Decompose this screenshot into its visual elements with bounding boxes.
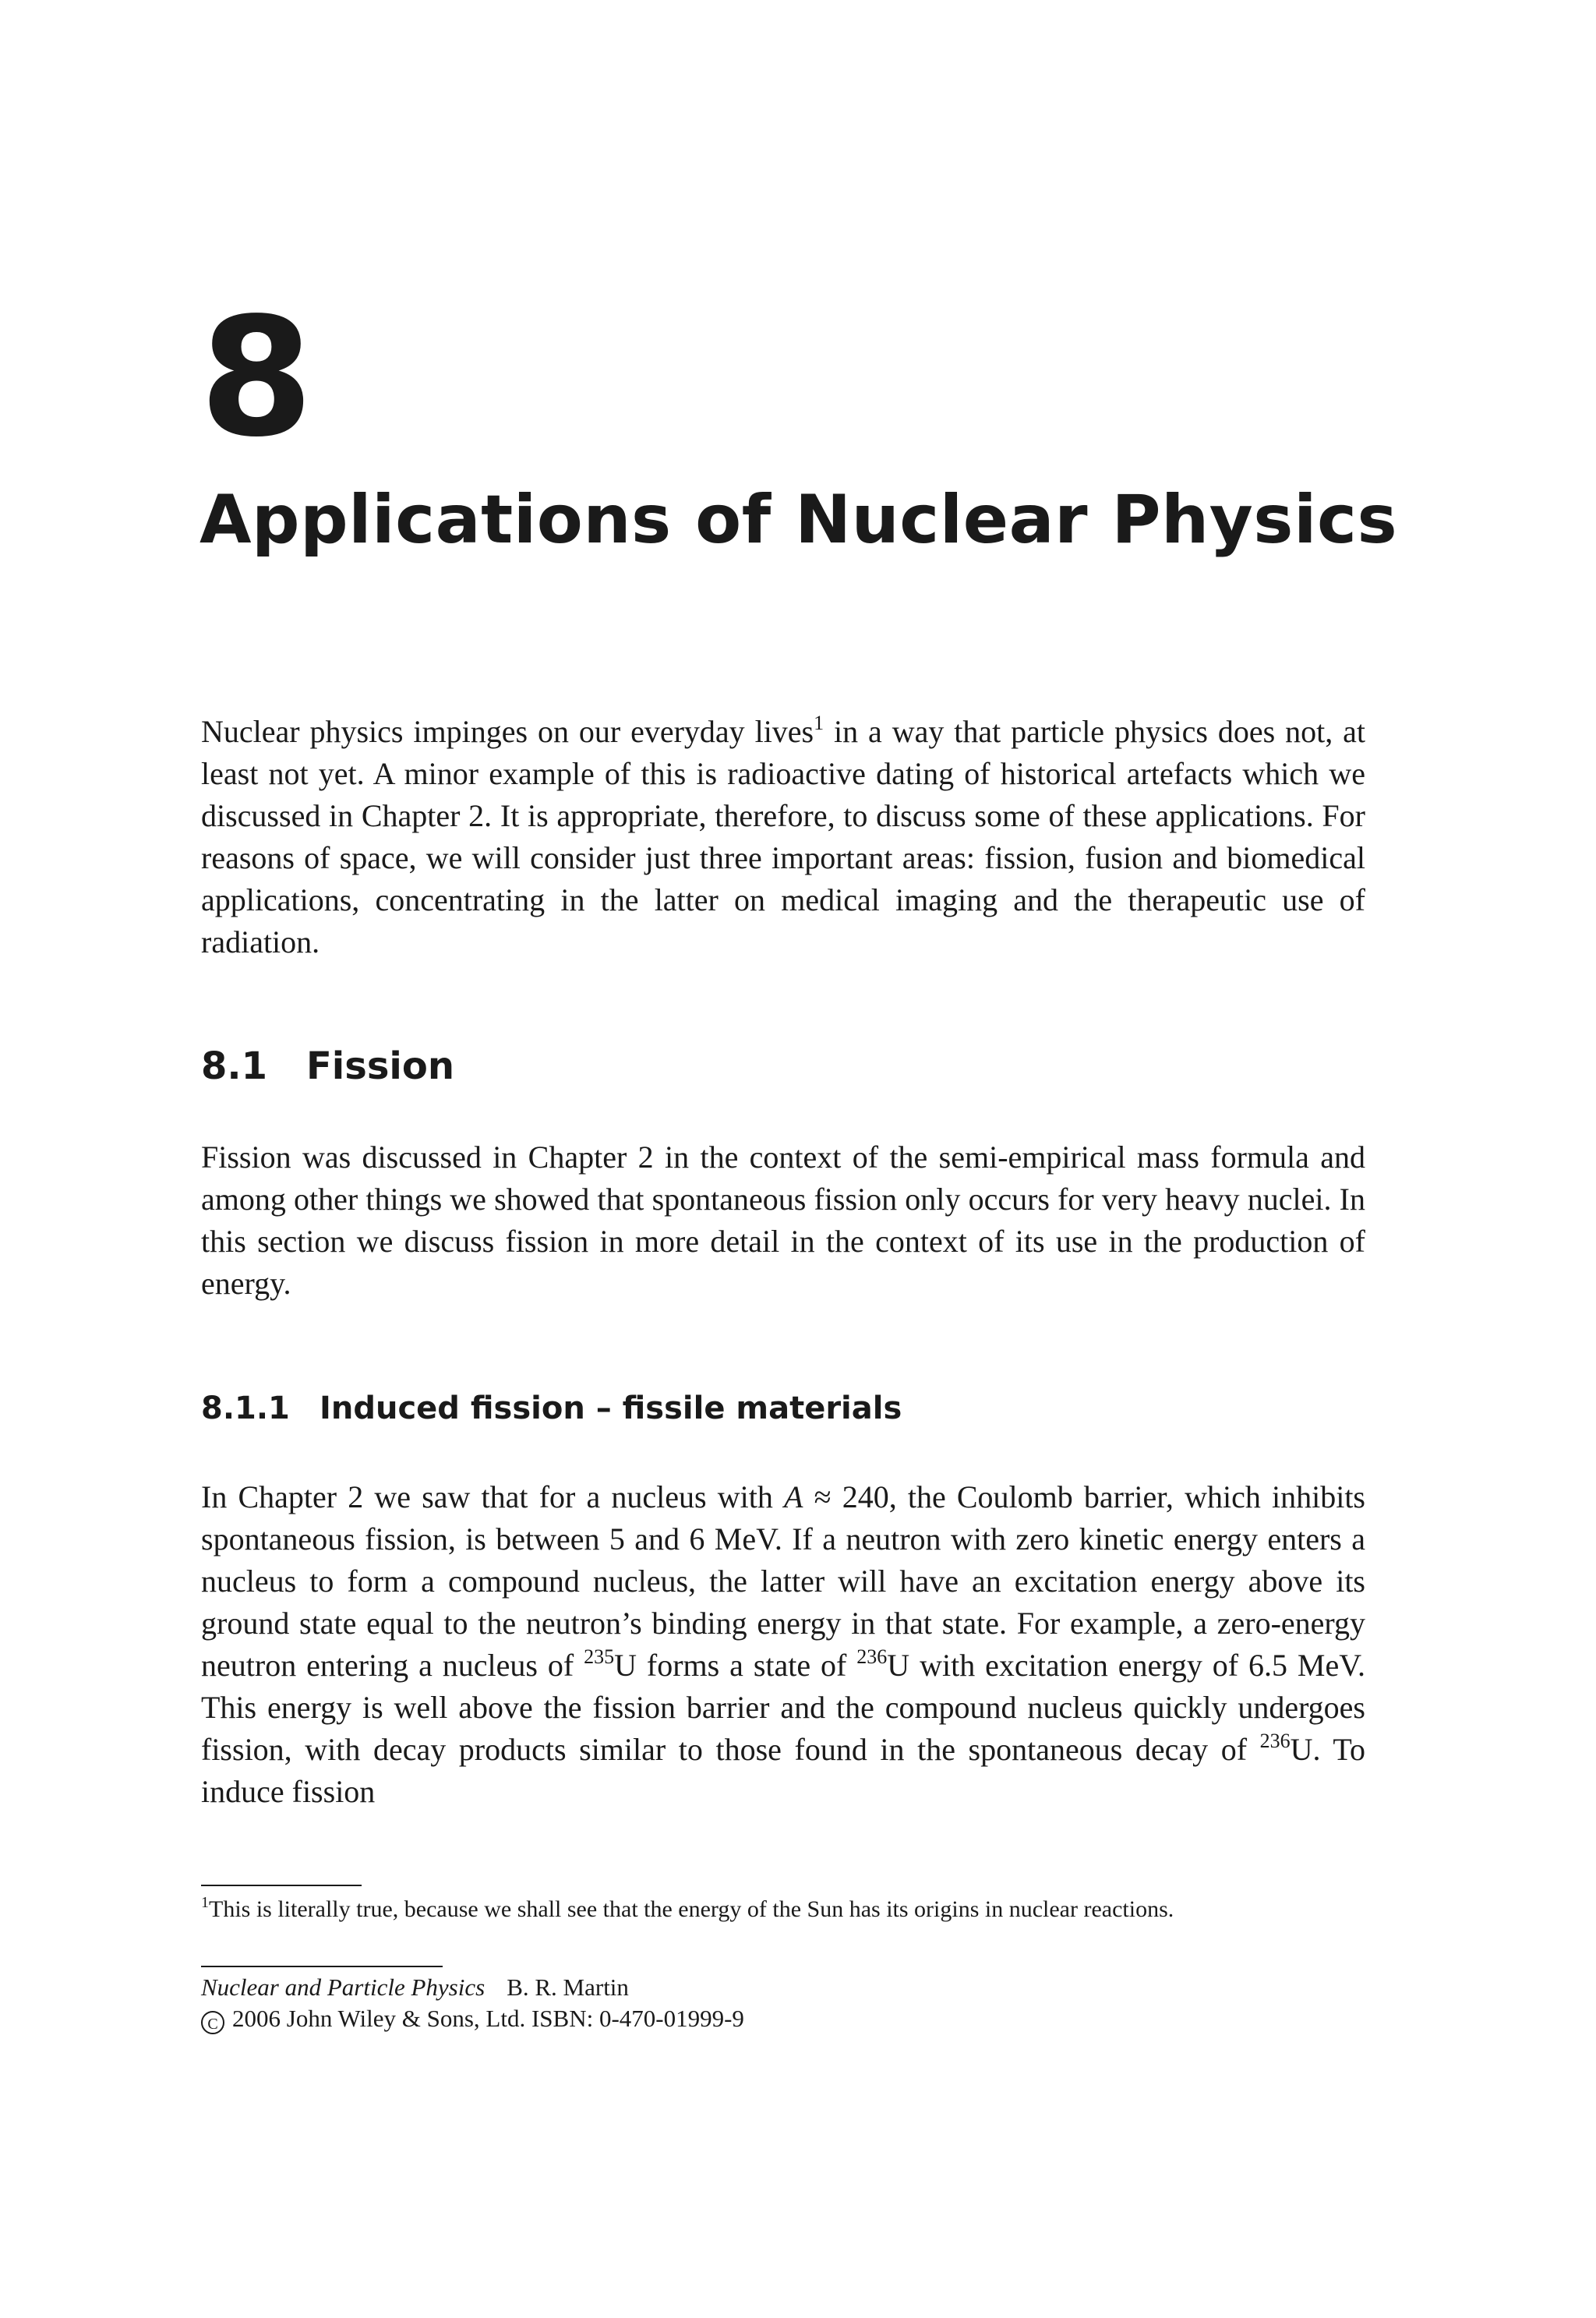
variable-a: A	[784, 1479, 803, 1514]
footnote-divider	[201, 1885, 362, 1886]
paragraph-text: forms a state of	[636, 1648, 857, 1683]
induced-fission-paragraph	[201, 1476, 1365, 1813]
copyright-icon: C	[201, 2011, 224, 2034]
fission-paragraph: Fission was discussed in Chapter 2 in the context of the semi-empirical mass formula and among other things we showed that spontaneous fission only occurs for very heavy nuclei. In this section we discuss fission in more detail in the context of its use in the production of energy.	[201, 1140, 1365, 1301]
book-citation	[201, 1972, 744, 2034]
isotope-symbol: U	[614, 1648, 637, 1683]
isotope-symbol: U	[887, 1648, 910, 1683]
book-title: Nuclear and Particle Physics	[201, 1973, 486, 2001]
book-author: B. R. Martin	[507, 1973, 629, 2001]
footnote-text: This is literally true, because we shall see that the energy of the Sun has its origins in nuclear reactions.	[209, 1896, 1174, 1922]
isotope-mass-number: 236	[856, 1645, 888, 1668]
intro-text-2: in a way that particle physics does not, at least not yet. A minor example of this is radioactive dating of historical artefacts which we discussed in Chapter 2. It is appropriate, therefore, to discuss some of these applications. For reasons of space, we will consider just three important areas: fission, fusion and biomedical applications, concentrating in the latter on medical imaging and the therapeutic use of radiation.	[201, 714, 1365, 959]
isotope-mass-number: 236	[1259, 1730, 1291, 1752]
citation-divider	[201, 1966, 443, 1967]
paragraph-text: . To induce fission	[201, 1732, 1365, 1809]
publisher-info: 2006 John Wiley & Sons, Ltd. ISBN: 0-470-01999-9	[232, 2005, 744, 2032]
footnote-mark: 1	[201, 1894, 209, 1911]
isotope-symbol: U	[1290, 1732, 1313, 1767]
intro-text-1: Nuclear physics impinges on our everyday lives	[201, 714, 814, 749]
section-title: Fission	[306, 1044, 454, 1088]
chapter-title: Applications of Nuclear Physics	[200, 481, 1398, 559]
subsection-heading-induced-fission	[201, 1390, 902, 1426]
chapter-number: 8	[200, 282, 314, 473]
citation-line-2	[201, 2003, 744, 2034]
footnote-reference[interactable]: 1	[814, 712, 824, 734]
section-number: 8.1	[201, 1044, 268, 1088]
section-heading-fission	[201, 1044, 454, 1088]
citation-line-1	[201, 1972, 744, 2003]
subsection-title: Induced fission – fissile materials	[320, 1390, 902, 1426]
paragraph-text: with excitation energy of 6.5 MeV. This energy is well above the fission barrier and the compound nucleus quickly undergoes fission, with decay products similar to those found in the spontaneous decay of	[201, 1648, 1365, 1767]
intro-paragraph	[201, 711, 1365, 963]
footnote	[201, 1894, 1448, 1925]
subsection-number: 8.1.1	[201, 1390, 290, 1426]
paragraph-text: ≈ 240, the Coulomb barrier, which inhibits spontaneous fission, is between 5 and 6 MeV. If a neutron with zero kinetic energy enters a nucleus to form a compound nucleus, the latter will have an excitation energy above its ground state equal to the neutron’s binding energy in that state. For example, a zero-energy neutron entering a nucleus of	[201, 1479, 1365, 1683]
paragraph-text: In Chapter 2 we saw that for a nucleus with	[201, 1479, 784, 1514]
isotope-mass-number: 235	[584, 1645, 615, 1668]
